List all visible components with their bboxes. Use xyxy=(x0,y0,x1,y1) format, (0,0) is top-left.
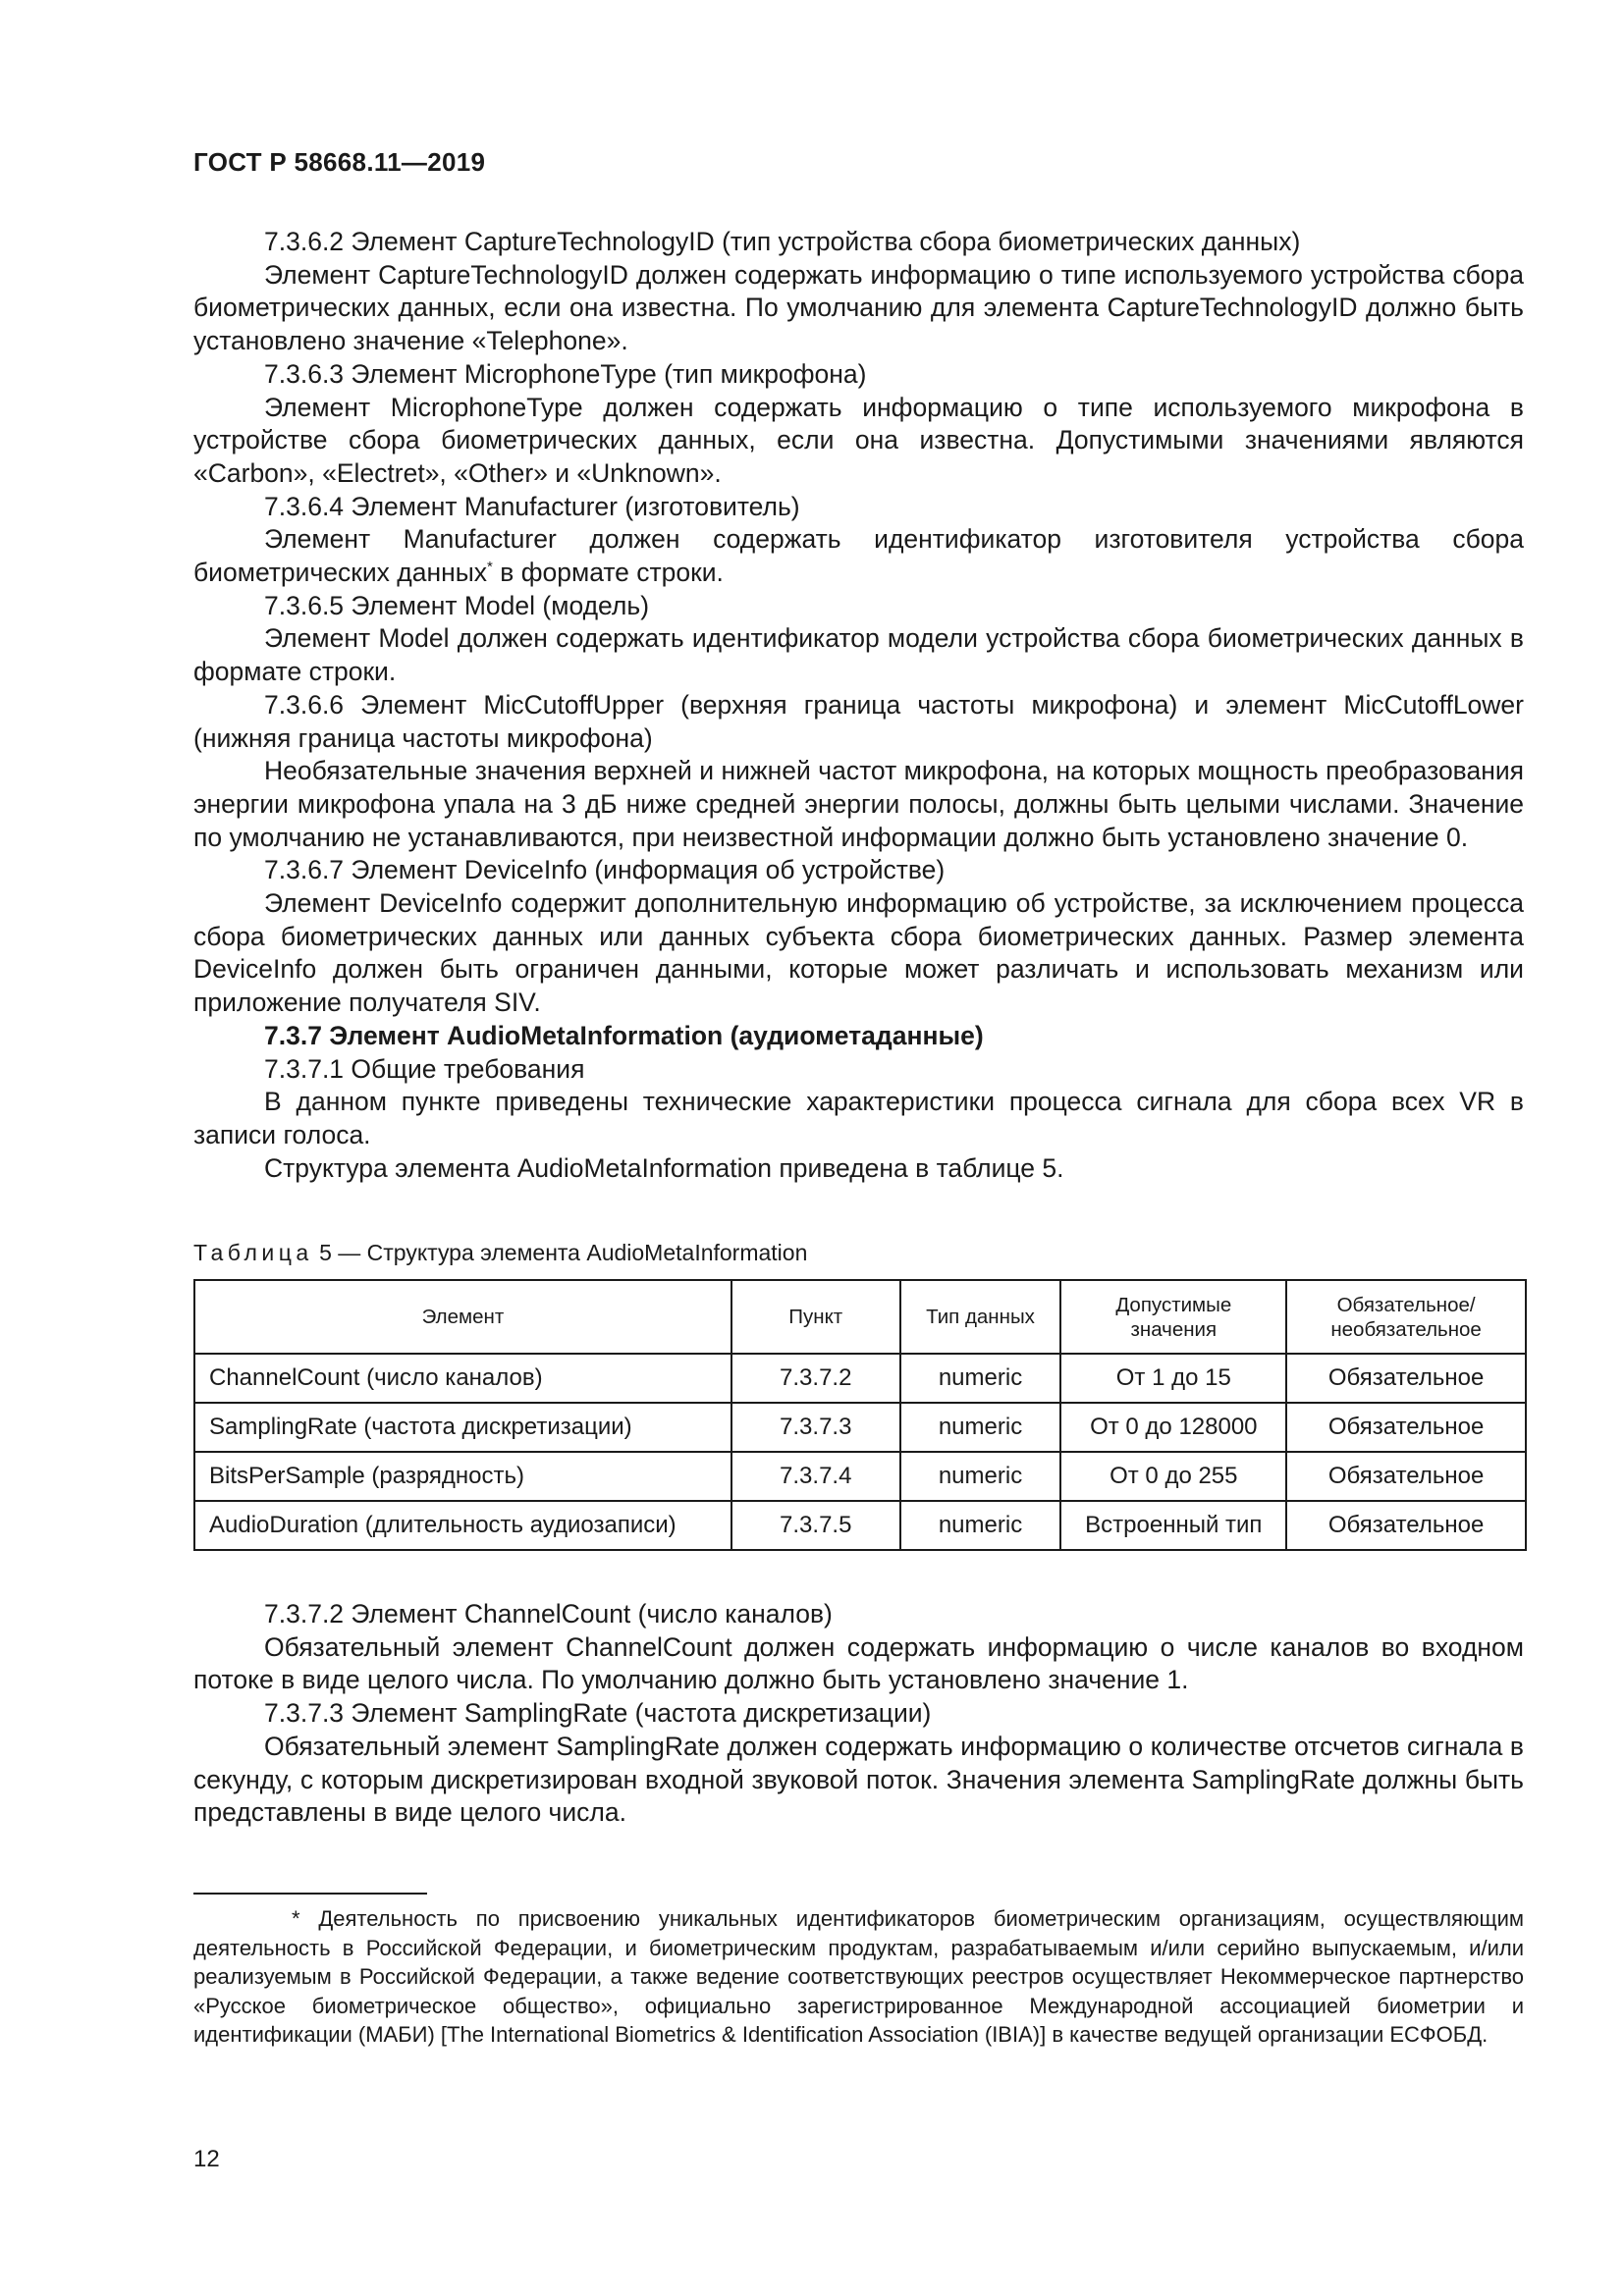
paragraph-7-3-6-6: Необязательные значения верхней и нижней частот микрофона, на которых мощность преобразования энергии микрофона упала на 3 дБ ниже средней энергии полосы, должны быть целыми числами. Значение по умолчанию не устанавливаются, при неизвестной информации должно быть установлено значение 0. xyxy=(193,756,1524,852)
table-caption-label: Таблица xyxy=(193,1240,313,1265)
heading-7-3-6-4: 7.3.6.4 Элемент Manufacturer (изготовитель) xyxy=(264,491,800,521)
footnote-separator xyxy=(193,1893,427,1895)
cell-element: AudioDuration (длительность аудиозаписи) xyxy=(194,1501,731,1550)
cell-mandatory: Обязательное xyxy=(1286,1403,1526,1452)
audio-meta-table xyxy=(193,1279,1527,1551)
footnote-marker: * xyxy=(487,559,493,576)
table-row xyxy=(194,1452,1526,1501)
heading-7-3-6-3: 7.3.6.3 Элемент MicrophoneType (тип микрофона) xyxy=(264,358,867,389)
header-clause: Пункт xyxy=(731,1280,900,1354)
heading-7-3-6-7: 7.3.6.7 Элемент DeviceInfo (информация об устройстве) xyxy=(264,855,946,885)
heading-7-3-7: 7.3.7 Элемент AudioMetaInformation (аудиометаданные) xyxy=(264,1020,984,1050)
heading-7-3-6-6: 7.3.6.6 Элемент MicCutoffUpper (верхняя граница частоты микрофона) и элемент MicCutoffLower (нижняя граница частоты микрофона) xyxy=(193,689,1524,753)
header-data-type: Тип данных xyxy=(900,1280,1061,1354)
footnote xyxy=(193,1904,1524,2050)
paragraph-7-3-6-4-text: Элемент Manufacturer должен содержать идентификатор изготовителя устройства сбора биометрических данных xyxy=(193,524,1524,588)
paragraph-7-3-6-3: Элемент MicrophoneType должен содержать информацию о типе используемого микрофона в устройстве сбора биометрических данных, если она известна. Допустимыми значениями являются «Carbon», «Electret», «Other» и «Unknown». xyxy=(193,392,1524,488)
table-row xyxy=(194,1403,1526,1452)
cell-clause: 7.3.7.3 xyxy=(731,1403,900,1452)
table-caption xyxy=(193,1240,807,1266)
cell-data-type: numeric xyxy=(900,1403,1061,1452)
cell-mandatory: Обязательное xyxy=(1286,1452,1526,1501)
cell-data-type: numeric xyxy=(900,1452,1061,1501)
paragraph-7-3-7-1-table-ref: Структура элемента AudioMetaInformation приведена в таблице 5. xyxy=(264,1152,1064,1183)
heading-7-3-6-5: 7.3.6.5 Элемент Model (модель) xyxy=(264,590,650,620)
table-row xyxy=(194,1501,1526,1550)
table-row xyxy=(194,1354,1526,1403)
header-element: Элемент xyxy=(194,1280,731,1354)
paragraph-7-3-6-4-tail: в формате строки. xyxy=(492,558,724,588)
main-text-continued xyxy=(193,1598,1524,1830)
cell-allowed-values: От 0 до 255 xyxy=(1060,1452,1286,1501)
footnote-text: * Деятельность по присвоению уникальных идентификаторов биометрическим организациям, осуществляющим деятельность в Российской Федерации, и биометрическим продуктам, разрабатываемым и/или серийно выпускаемым, и/или реализуемым в Российской Федерации, а также ведение соответствующих реестров осуществляет Некоммерческое партнерство «Русское биометрическое общество», официально зарегистрированное Международной ассоциацией биометрии и идентификации (МАБИ) [The International Biometrics & Identification Association (IBIA)] в качестве ведущей организации ЕСФОБД. xyxy=(193,1906,1524,2047)
heading-7-3-6-2: 7.3.6.2 Элемент CaptureTechnologyID (тип устройства сбора биометрических данных) xyxy=(264,227,1301,256)
cell-data-type: numeric xyxy=(900,1501,1061,1550)
main-text xyxy=(193,226,1524,1185)
paragraph-7-3-6-5: Элемент Model должен содержать идентификатор модели устройства сбора биометрических данных в формате строки. xyxy=(193,623,1524,687)
header-mandatory: Обязательное/ необязательное xyxy=(1286,1280,1526,1354)
page-number: 12 xyxy=(193,2146,220,2172)
cell-data-type: numeric xyxy=(900,1354,1061,1403)
paragraph-7-3-7-2: Обязательный элемент ChannelCount должен содержать информацию о числе каналов во входном потоке в виде целого числа. По умолчанию должно быть установлено значение 1. xyxy=(193,1631,1524,1695)
cell-element: ChannelCount (число каналов) xyxy=(194,1354,731,1403)
cell-mandatory: Обязательное xyxy=(1286,1354,1526,1403)
cell-allowed-values: От 1 до 15 xyxy=(1060,1354,1286,1403)
table-header-row xyxy=(194,1280,1526,1354)
cell-clause: 7.3.7.2 xyxy=(731,1354,900,1403)
paragraph-7-3-6-4 xyxy=(193,523,1524,589)
heading-7-3-7-1: 7.3.7.1 Общие требования xyxy=(264,1053,585,1084)
cell-allowed-values: От 0 до 128000 xyxy=(1060,1403,1286,1452)
heading-7-3-7-2: 7.3.7.2 Элемент ChannelCount (число каналов) xyxy=(264,1599,833,1629)
heading-7-3-7-3: 7.3.7.3 Элемент SamplingRate (частота дискретизации) xyxy=(264,1698,932,1729)
table-caption-title: 5 — Структура элемента AudioMetaInformation xyxy=(312,1240,808,1265)
paragraph-7-3-6-2: Элемент CaptureTechnologyID должен содержать информацию о типе используемого устройства сбора биометрических данных, если она известна. По умолчанию для элемента CaptureTechnologyID должно быть установлено значение «Telephone». xyxy=(193,259,1524,356)
cell-element: SamplingRate (частота дискретизации) xyxy=(194,1403,731,1452)
paragraph-7-3-7-1: В данном пункте приведены технические характеристики процесса сигнала для сбора всех VR в записи голоса. xyxy=(193,1087,1524,1149)
document-header: ГОСТ Р 58668.11—2019 xyxy=(193,147,486,177)
cell-allowed-values: Встроенный тип xyxy=(1060,1501,1286,1550)
cell-element: BitsPerSample (разрядность) xyxy=(194,1452,731,1501)
paragraph-7-3-6-7: Элемент DeviceInfo содержит дополнительную информацию об устройстве, за исключением процесса сбора биометрических данных или данных субъекта сбора биометрических данных. Размер элемента DeviceInfo должен быть ограничен данными, которые может различать и использовать механизм или приложение получателя SIV. xyxy=(193,888,1524,1018)
cell-mandatory: Обязательное xyxy=(1286,1501,1526,1550)
cell-clause: 7.3.7.5 xyxy=(731,1501,900,1550)
header-allowed-values: Допустимые значения xyxy=(1060,1280,1286,1354)
paragraph-7-3-7-3: Обязательный элемент SamplingRate должен содержать информацию о количестве отсчетов сигнала в секунду, с которым дискретизирован входной звуковой поток. Значения элемента SamplingRate должны быть представлены в виде целого числа. xyxy=(193,1731,1524,1828)
cell-clause: 7.3.7.4 xyxy=(731,1452,900,1501)
